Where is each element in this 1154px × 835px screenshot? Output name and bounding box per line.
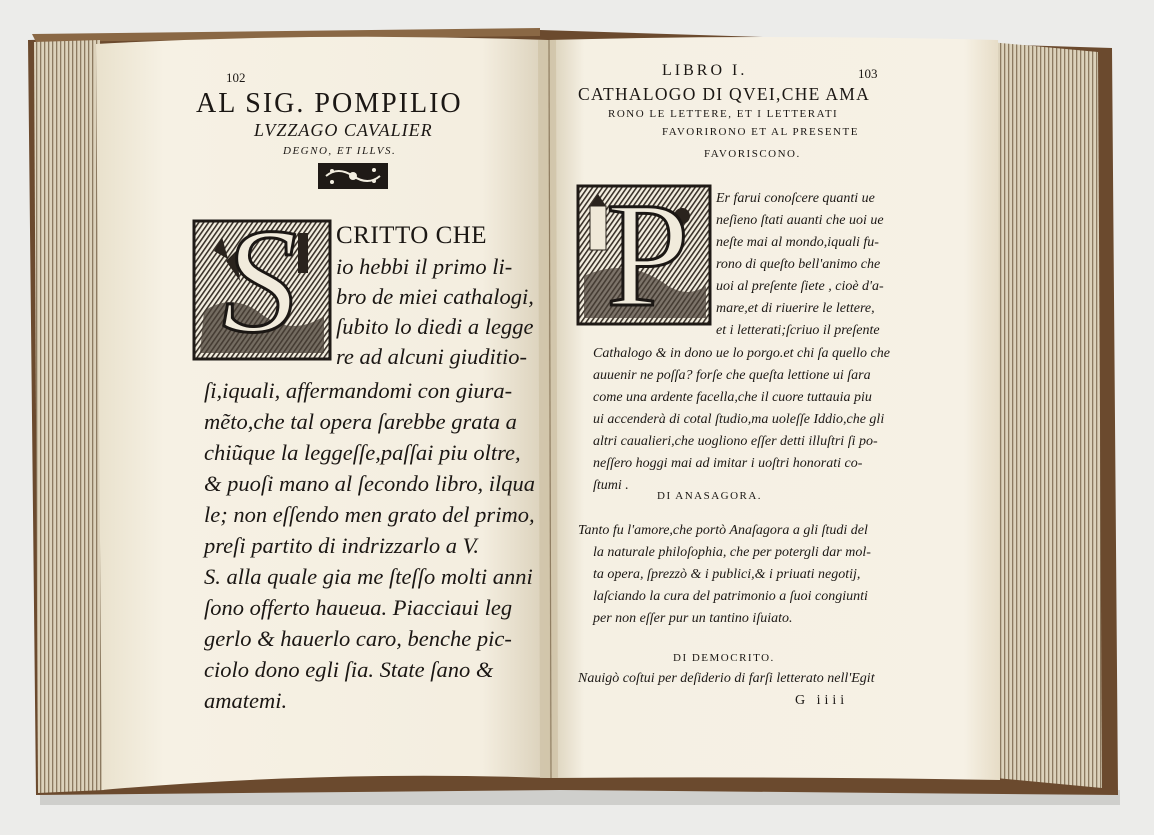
right-body-line-1: Cathalogo & in dono ue lo porgo.et chi ſa quello che <box>593 346 890 361</box>
gutter-shadow <box>538 40 558 778</box>
left-body-line-2: mẽto,che tal opera ſarebbe grata a <box>204 409 517 434</box>
anasagora-line-4: laſciando la cura del patrimonio a ſuoi congiunti <box>593 589 868 604</box>
right-title-line3: FAVORIRONO ET AL PRESENTE <box>662 126 859 138</box>
democrito-line-1: Nauigò coſtui per deſiderio di farſi letterato nell'Egit <box>578 671 875 686</box>
left-side-line-3: ſubito lo diedi a legge <box>336 314 534 339</box>
right-side-line-4: rono di queſto bell'animo che <box>716 257 881 272</box>
right-page-number: 103 <box>858 66 878 81</box>
left-title-line3: DEGNO, ET ILLVS. <box>283 145 397 157</box>
left-side-line-1: io hebbi il primo li- <box>336 254 513 279</box>
right-side-line-7: et i letterati;ſcriuo il preſente <box>716 323 880 338</box>
right-title-line2: RONO LE LETTERE, ET I LETTERATI <box>608 108 839 120</box>
left-body-line-10: ciolo dono egli ſia. State ſano & <box>204 657 494 682</box>
right-initial-letter: P <box>606 172 690 338</box>
right-side-line-3: neſte mai al mondo,iquali fu- <box>716 235 879 250</box>
anasagora-line-2: la naturale philoſophia, che per potergli dar mol- <box>593 545 871 560</box>
fleuron-ornament <box>318 163 388 189</box>
right-body-line-5: altri caualieri,che uogliono eſſer detti illuſtri ſi po- <box>593 434 878 449</box>
anasagora-line-3: ta opera, ſprezzò & i publici,& i priuati negotij, <box>593 567 861 582</box>
right-side-line-5: uoi al preſente ſiete , cioè d'a- <box>716 279 884 294</box>
right-title-line1: CATHALOGO DI QVEI,CHE AMA <box>578 84 871 104</box>
left-title-line2: LVZZAGO CAVALIER <box>254 120 433 140</box>
anasagora-line-1: Tanto fu l'amore,che portò Anaſagora a gli ſtudi del <box>578 523 868 538</box>
right-page-edges <box>990 42 1102 788</box>
right-body-line-4: ui accenderà di cotal ſtudio,ma uoleſſe Iddio,che gli <box>593 412 885 427</box>
right-body-line-2: auuenir ne poſſa? forſe che queſta lettione ui ſara <box>593 368 871 383</box>
right-side-line-1: Er farui conoſcere quanti ue <box>716 191 875 206</box>
left-initial-letter: S <box>222 198 297 364</box>
anasagora-line-5: per non eſſer pur un tantino iſuiato. <box>593 611 793 626</box>
left-body-line-7: S. alla quale gia me ſteſſo molti anni <box>204 564 533 589</box>
left-side-line-2: bro de miei cathalogi, <box>336 284 534 309</box>
left-initial-rest: CRITTO CHE <box>336 222 488 249</box>
left-body-line-6: preſi partito di indrizzarlo a V. <box>204 533 480 558</box>
left-side-line-4: re ad alcuni giuditio- <box>336 344 528 369</box>
right-side-line-2: neſieno ſtati auanti che uoi ue <box>716 213 884 228</box>
signature-mark: G iiii <box>795 693 849 708</box>
left-page-edges <box>34 40 104 793</box>
right-body-line-6: neſſero hoggi mai ad imitar i uoſtri honorati co- <box>593 456 863 471</box>
left-body-line-8: ſono offerto haueua. Piacciaui leg <box>204 595 513 620</box>
left-page-number: 102 <box>226 70 246 85</box>
left-body-line-9: gerlo & hauerlo caro, benche pic- <box>204 626 512 651</box>
right-title-line4: FAVORISCONO. <box>704 148 801 160</box>
left-body-line-11: amatemi. <box>204 688 288 713</box>
left-body-line-3: chiũque la leggeſſe,paſſai piu oltre, <box>204 440 521 465</box>
right-running-head: LIBRO I. <box>662 62 748 79</box>
left-body-line-1: ſi,iquali, affermandomi con giura- <box>204 378 513 403</box>
left-title-line1: AL SIG. POMPILIO <box>196 88 463 119</box>
left-body-line-5: le; non eſſendo men grato del primo, <box>204 502 535 527</box>
right-body-line-3: come una ardente facella,che il cuore tuttauia piu <box>593 390 872 405</box>
right-body-line-7: ſtumi . <box>593 478 629 493</box>
heading-anasagora: DI ANASAGORA. <box>657 490 763 502</box>
right-side-line-6: mare,et di riuerire le lettere, <box>716 301 875 316</box>
left-body-line-4: & puoſi mano al ſecondo libro, ilqua <box>204 471 536 496</box>
heading-democrito: DI DEMOCRITO. <box>673 652 775 664</box>
